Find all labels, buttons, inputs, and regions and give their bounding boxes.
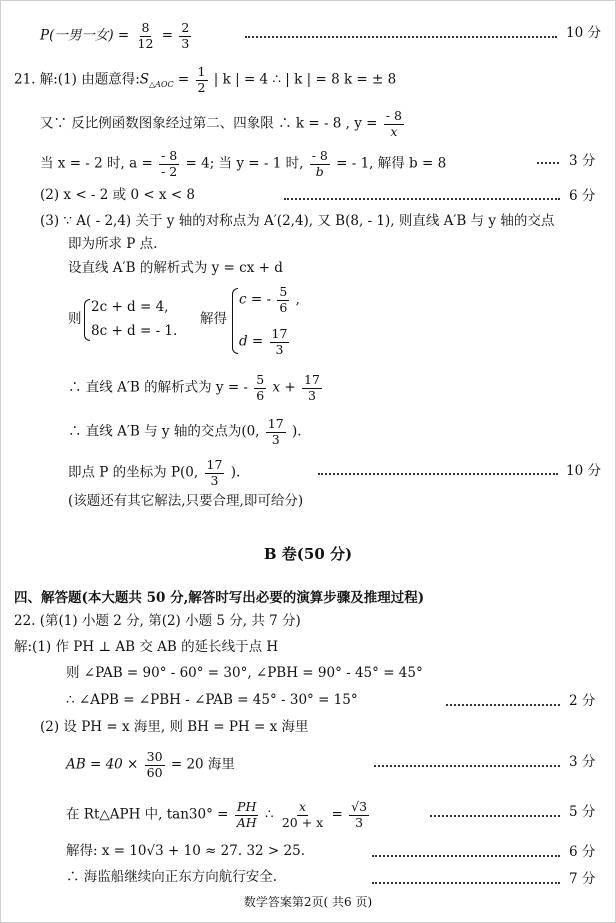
fraction-denominator: 6 [256,387,265,403]
math-text: = [331,806,348,823]
section-b-title: B 卷(50 分) [263,545,353,563]
dot-leader [446,704,560,706]
dot-leader [374,765,560,767]
system-then: 则 [68,311,82,327]
fraction-denominator: 12 [137,35,154,51]
score: 10 分 [566,25,601,41]
fraction [179,22,191,50]
fraction-denominator: 60 [146,764,163,780]
fraction-numerator: 17 [206,457,223,472]
q22-line-1: 解:(1) 作 PH ⊥ AB 交 AB 的延长线于点 H [14,639,279,655]
fraction [235,801,259,829]
system-sol-c [239,286,300,314]
system-solve: 解得 [200,311,227,327]
system-sol-d [239,328,291,356]
fraction-numerator: 8 [141,20,150,35]
math-text: x + [272,379,301,396]
math-text: = [161,27,174,44]
fraction-denominator: - 2 [161,163,178,179]
fraction-denominator: 3 [275,341,284,357]
q21-line-8 [68,374,324,402]
system-eq-2: 8c + d = - 1. [91,323,178,339]
q21-line-2 [40,110,406,138]
dot-leader [430,815,560,817]
math-text: 21. 解:(1) 由题意得: [14,71,140,88]
fraction [349,801,369,829]
fraction [254,374,266,402]
math-text: | k | = 4 ∴ | k | = 8 k = ± 8 [213,71,397,88]
fraction-numerator: 5 [279,284,288,299]
dot-leader [372,882,560,884]
fraction-numerator: x [299,799,307,814]
q21-line-10 [68,459,240,487]
fraction-numerator: 17 [304,372,320,387]
math-text: 当 x = - 2 时, a = [40,155,158,172]
math-text: = [173,71,194,88]
fraction [302,374,322,402]
math-text: 又∵ 反比例函数图象经过第二、四象限 ∴ k = - 8 , y = [40,115,382,132]
score: 3 分 [569,153,596,169]
fraction [205,459,225,487]
dot-leader [372,855,560,857]
fraction-denominator: 20 + x [281,814,324,830]
fraction-numerator: 1 [197,64,206,79]
fraction-denominator: 3 [271,431,280,447]
q22-line-6 [66,801,371,829]
fraction-denominator: 3 [308,387,316,403]
fraction-denominator: 3 [355,814,364,830]
fraction-numerator: PH [237,799,257,814]
fraction-numerator: 17 [271,326,288,341]
fraction-numerator: √3 [351,799,368,814]
fraction [384,110,404,138]
fraction-denominator: 6 [279,299,288,315]
fraction [280,801,325,829]
fraction [136,22,156,50]
fraction-denominator: 3 [181,35,190,51]
fraction-numerator: - 8 [311,148,328,163]
fraction-denominator: AH [236,814,257,830]
dot-leader [284,198,560,200]
fraction [196,66,208,94]
dot-leader [245,36,557,38]
fraction [270,328,290,356]
q22-line-3: ∴ ∠APB = ∠PBH - ∠PAB = 45° - 30° = 15° [66,692,358,708]
fraction [266,418,286,446]
math-text: ∴ [264,806,278,823]
math-text: = 20 海里 [170,756,235,773]
fraction-numerator: 5 [256,372,265,387]
q21-line-7: 设直线 A′B 的解析式为 y = cx + d [68,260,283,276]
math-text: d = [239,333,268,350]
fraction-numerator: 17 [267,416,284,431]
q22-line-4: (2) 设 PH = x 海里, 则 BH = PH = x 海里 [40,719,309,735]
fraction-numerator: 2 [181,20,190,35]
fraction-numerator: - 8 [385,108,402,123]
fraction-denominator: 2 [197,79,206,95]
math-text: 即点 P 的坐标为 P(0, [68,464,199,481]
q21-line-4: (2) x < - 2 或 0 < x < 8 [40,187,196,203]
dot-leader [537,162,559,164]
q22-line-7: 解得: x = 10√3 + 10 ≈ 27. 32 > 25. [66,843,305,859]
math-text: 在 Rt△APH 中, tan30° = [66,806,233,823]
q21-line-3 [40,150,446,178]
fraction-numerator: - 8 [161,148,178,163]
q21-note: (该题还有其它解法,只要合理,即可给分) [68,493,304,509]
section-4-title: 四、解答题(本大题共 50 分,解答时写出必要的演算步骤及推理过程) [14,590,425,606]
dot-leader [318,473,558,475]
q21-line-5: (3) ∵ A( - 2,4) 关于 y 轴的对称点为 A′(2,4), 又 B(8, - 1), 则直线 A′B 与 y 轴的交点 [40,213,555,229]
fraction-denominator: b [315,163,324,179]
math-text: ). [291,423,302,440]
score: 6 分 [569,844,596,860]
score: 10 分 [566,463,601,479]
fraction-denominator: x [390,123,398,139]
q21-line-9 [68,418,302,446]
q21-line-6: 即为所求 P 点. [68,236,158,252]
fraction-numerator: 30 [146,749,163,764]
q22-line-5 [66,751,235,779]
fraction [145,751,165,779]
math-text: ). [230,464,241,481]
math-text: ∴ 直线 A′B 的解析式为 y = - [68,379,253,396]
math-text: S [139,71,150,88]
math-text: AB = 40 × [66,756,143,773]
math-text: , [295,291,300,308]
q22-line-2: 则 ∠PAB = 90° - 60° = 30°, ∠PBH = 90° - 45° = 45° [66,665,423,681]
math-text: c = - [239,291,276,308]
math-text: = 4; 当 y = - 1 时, [185,155,308,172]
fraction [310,150,330,178]
system-eq-1: 2c + d = 4, [91,299,169,315]
math-text: = - 1, 解得 b = 8 [336,155,447,172]
math-text: P(一男一女) = [40,27,130,44]
page-footer: 数学答案第2页( 共6 页) [243,895,373,909]
q21-line-1 [14,66,396,94]
fraction [277,286,289,314]
score: 5 分 [569,804,596,820]
q22-heading: 22. (第(1) 小题 2 分, 第(2) 小题 5 分, 共 7 分) [14,613,301,629]
math-text: ∴ 直线 A′B 与 y 轴的交点为(0, [68,423,260,440]
fraction-denominator: 3 [210,472,219,488]
score: 3 分 [569,754,596,770]
subscript: △AOC [149,80,174,90]
fraction [159,150,179,178]
q20-prob-line [40,22,193,50]
score: 6 分 [569,188,596,204]
score: 2 分 [569,693,596,709]
score: 7 分 [569,871,596,887]
left-brace [232,288,238,354]
q22-line-8: ∴ 海监船继续向正东方向航行安全. [66,869,278,885]
left-brace [84,299,90,341]
